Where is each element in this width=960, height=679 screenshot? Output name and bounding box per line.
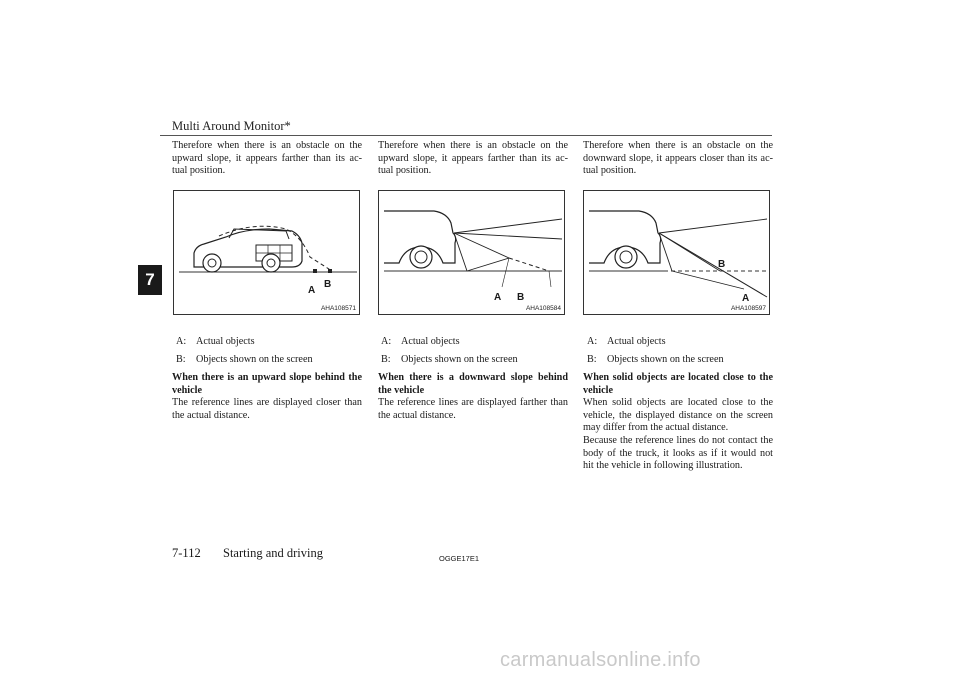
chapter-tab: 7 [138, 265, 162, 295]
figure-code: AHA108571 [320, 305, 356, 312]
figure-code: AHA108584 [525, 305, 561, 312]
label-a: A [308, 285, 316, 296]
footer-page-number: 7-112 [172, 546, 201, 560]
watermark: carmanualsonline.info [500, 649, 701, 671]
header-rule [160, 135, 772, 136]
column-3 [583, 140, 773, 178]
legend-text: Objects shown on the screen [196, 354, 313, 365]
legend-text: Actual objects [196, 336, 255, 347]
page-header-title: Multi Around Monitor* [172, 119, 291, 133]
legend-key: B: [587, 354, 597, 365]
figure-code: AHA108597 [730, 305, 766, 312]
legend-item [176, 336, 366, 354]
section-body: Because the reference lines do not contact the body of the truck, it looks as if it would not hit the vehicle in following illustration. [583, 434, 773, 472]
legend-key: A: [587, 336, 598, 347]
legend-key: B: [381, 354, 391, 365]
legend-key: A: [176, 336, 187, 347]
figure-upward-slope-car [173, 190, 360, 315]
section-heading: When solid objects are located close to the vehicle [583, 372, 773, 396]
column-1 [172, 140, 362, 178]
legend-text: Objects shown on the screen [401, 354, 518, 365]
label-b: B [718, 259, 726, 270]
solid-object-illustration [584, 191, 769, 314]
section-heading: When there is an upward slope behind the vehicle [172, 372, 362, 396]
section-body: When solid objects are located close to the vehicle, the displayed distance on the screen may differ from the actual distance. [583, 397, 773, 434]
legend-2 [381, 336, 571, 372]
intro-paragraph: Therefore when there is an obstacle on the upward slope, it appears farther than its ac-tual position. [172, 140, 362, 177]
legend-1 [176, 336, 366, 372]
footer-section-title: Starting and driving [223, 546, 323, 560]
legend-text: Actual objects [401, 336, 460, 347]
car-slope-illustration [174, 191, 359, 314]
section-2 [378, 372, 568, 422]
legend-item [381, 354, 571, 372]
legend-item [587, 354, 777, 372]
label-b: B [517, 292, 525, 303]
legend-3 [587, 336, 777, 372]
intro-paragraph: Therefore when there is an obstacle on the downward slope, it appears closer than its ac-tual position. [583, 140, 773, 177]
legend-item [587, 336, 777, 354]
section-1 [172, 372, 362, 422]
section-body: The reference lines are displayed closer than the actual distance. [172, 397, 362, 421]
figure-downward-slope-closer [583, 190, 770, 315]
column-2 [378, 140, 568, 178]
label-b: B [324, 279, 332, 290]
legend-item [176, 354, 366, 372]
label-a: A [742, 293, 750, 304]
section-3 [583, 372, 773, 473]
intro-paragraph: Therefore when there is an obstacle on the upward slope, it appears farther than its ac-tual position. [378, 140, 568, 177]
label-a: A [494, 292, 502, 303]
figure-downward-slope [378, 190, 565, 315]
legend-item [381, 336, 571, 354]
footer-doc-code: OGGE17E1 [439, 554, 480, 563]
section-heading: When there is a downward slope behind the vehicle [378, 372, 568, 396]
downward-slope-illustration [379, 191, 564, 314]
section-body: The reference lines are displayed farther than the actual distance. [378, 397, 568, 421]
legend-text: Actual objects [607, 336, 666, 347]
legend-text: Objects shown on the screen [607, 354, 724, 365]
legend-key: A: [381, 336, 392, 347]
legend-key: B: [176, 354, 186, 365]
